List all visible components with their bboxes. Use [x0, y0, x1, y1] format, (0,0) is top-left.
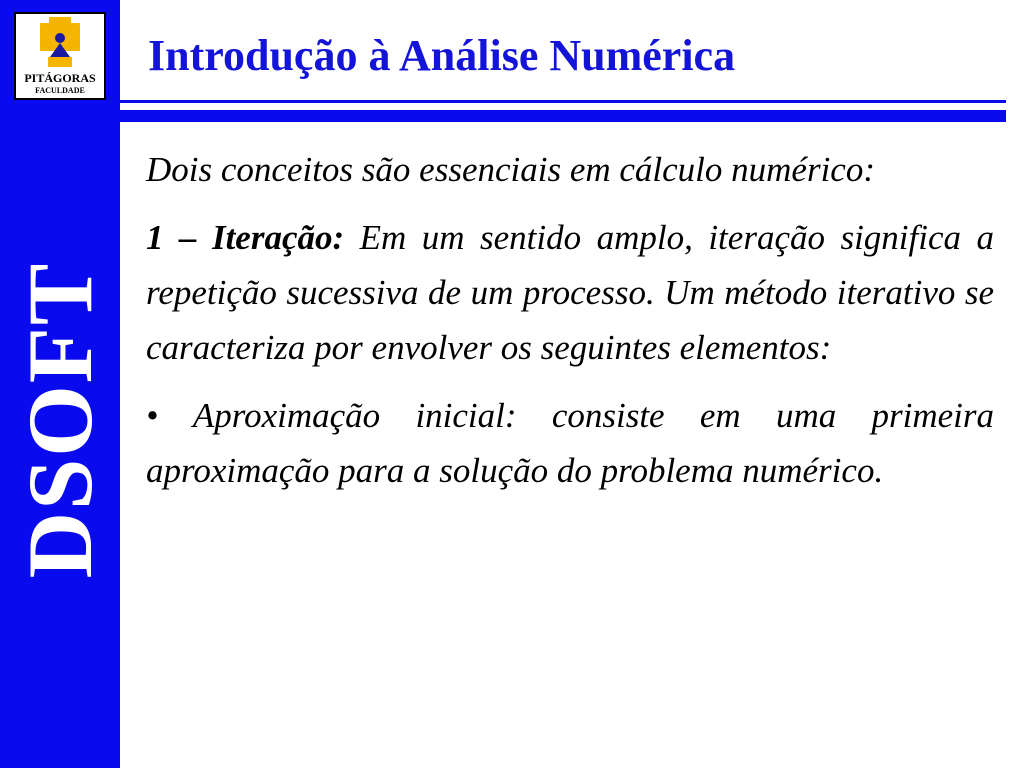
faculty-logo	[14, 12, 106, 100]
paragraph-iteration	[146, 210, 994, 375]
logo-name: PITÁGORAS	[24, 71, 96, 85]
sidebar-brand: DSOFT	[9, 261, 111, 579]
paragraph-bullet-text: • Aproximação inicial: consiste em uma primeira aproximação para a solução do problema numérico.	[146, 396, 994, 490]
logo-subname: FACULDADE	[35, 86, 85, 95]
paragraph-intro	[146, 142, 994, 197]
paragraph-bullet-initial-approximation	[146, 388, 994, 498]
slide-body	[146, 142, 994, 511]
iteration-label: 1 – Iteração:	[146, 218, 345, 257]
paragraph-intro-text: Dois conceitos são essenciais em cálculo numérico:	[146, 150, 876, 189]
pitagoras-emblem-icon	[38, 17, 82, 69]
slide-title: Introdução à Análise Numérica	[148, 31, 736, 80]
title-rule-thin	[22, 100, 1006, 103]
title-rule-thick	[22, 110, 1006, 122]
paragraph-iteration-text: Em um sentido amplo, iteração significa a repetição sucessiva de um processo. Um método iterativo se caracteriza por envolver os seguintes elementos:	[146, 218, 994, 367]
